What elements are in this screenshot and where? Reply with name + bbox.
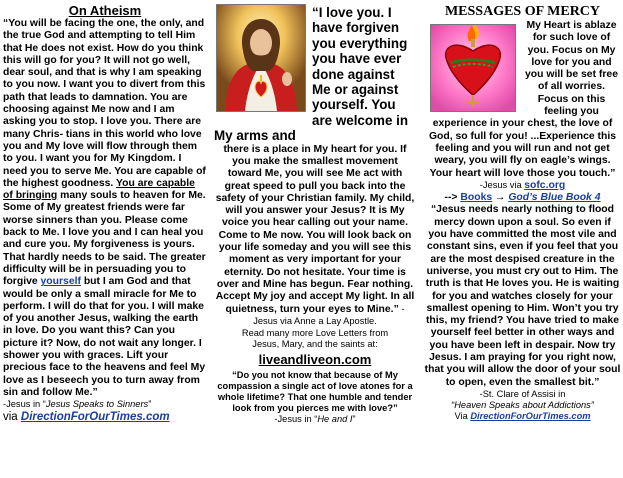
messages-of-mercy-title: MESSAGES OF MERCY [444,4,601,19]
sofc-link[interactable]: sofc.org [524,179,566,191]
mercy-attribution: -St. Clare of Assisi in [479,388,566,399]
sacred-heart-image [430,24,516,112]
compassion-attribution: -Jesus in “He and I” [274,414,356,425]
i-love-you-body: there is a place in My heart for you. If you make the smallest movement toward Me, you will see Me act with great speed to pull you back into the safety of your Christian family. My child, will you answer your Jesus? It is My voice you hear calling out your name. Come to Me now. You will look back on your life someday and you will see this moment as very important for your eternity. Do not hesitate. Your time is over and Mine has begun. Fear nothing. Accept My joy and accept My light. In all quietness, turn your eyes to Mine.” -Jesus via Anne a Lay Apostle. [215,143,415,326]
compassion-quote: “Do you not know that because of My compassion a single act of love atones for a whole lifetime? That one humble and tender look from you pierces me with love?” [217,370,413,414]
i-love-you-intro: “I love you. I have forgiven you everything you have ever done against Me or against yourself. You are welcome in My arms and [214,5,409,144]
mercy-body: “Jesus needs nearly nothing to flood mercy down upon a soul. So even if you have committed the most vile and constant sins, even if you feel that you are the most despised creature in the universe, you must cry out to Him. The truth is that He loves you. He is waiting for you and watches closely for your smallest opening to Him. Won’t you try this, my friend? You have tried to make yourself feel better in other ways and you have been left in despair. Now try Jesus. I am praying for you right now, that you will allow the door of your soul to open, even the smallest bit.” [424,204,621,388]
direction-for-our-times-link-1[interactable]: DirectionForOurTimes.com [20,411,170,424]
atheism-body-underlined: You are capable of bringing [3,177,195,202]
atheism-attribution: -Jesus in “Jesus Speaks to Sinners” [3,399,152,410]
column-atheism [3,0,207,424]
book-breadcrumb: --> Books → God’s Blue Book 4 [444,192,601,204]
atheism-via: via DirectionForOurTimes.com [3,411,170,424]
read-more-line-1: Read many more Love Letters from [241,328,389,339]
mercy-intro-attribution: -Jesus via sofc.org [479,179,566,191]
atheism-body: “You will be facing the one, the only, and the true God and attempting to tell Him that He does not exist. How do you think this will go for you? It will not go well, dear soul, and that is why I am speaking to you now. I want you to divert from this path that leads to damnation. You are choosing against Me now and I am asking you to stop. I love you. There are many Chris- tians in this world who love you and My love will flow through them to you. I want you for My Kingdom. I need you to serve Me. You are capable of the highest goodness. You are capable of bringing many souls to heaven for Me. Some of My greatest friends were far worse sinners than you. Please come back to Me. I love you and I can heal you and cure you. My forgiveness is yours. That hardly needs to be said. The greater difficulty will be in persuading you to forgive yourself but I am God and that would be only a small miracle for Me to perform. I will do that for you. I will make of you another Jesus, walking the earth in love. Do you want this? Can you picture it? Now, do not wait any longer. I shower you with graces. Lift your precious face to the heavens and feel My love as I beseech you to turn away from sin and follow Me.” [3,18,206,398]
mercy-attribution-book: “Heaven Speaks about Addictions” [451,399,594,410]
yourself-underlined: yourself [40,276,81,288]
mercy-intro: My Heart is ablaze for such love of you. Focus on My love for you and you will be set free of all worries. Focus on this feeling you experience in your chest, the love of God, so full for you! ...Experience this feeling and you will run and not get weary, you will fly on eagle’s wings. Your heart will love those you touch.” [428,20,618,179]
gods-blue-book-link[interactable]: God’s Blue Book 4 [508,192,601,204]
mercy-via: Via DirectionForOurTimes.com [454,410,591,421]
read-more-line-2: Jesus, Mary, and the saints at: [252,339,378,350]
direction-for-our-times-link-2[interactable]: DirectionForOurTimes.com [470,410,591,421]
sacred-heart-jesus-image [216,4,306,112]
column-i-love-you [214,0,416,425]
liveandliveon-link[interactable]: liveandliveon.com [258,352,372,368]
atheism-title: On Atheism [68,3,142,18]
books-link[interactable]: Books [460,192,493,204]
column-messages-of-mercy [424,0,621,422]
